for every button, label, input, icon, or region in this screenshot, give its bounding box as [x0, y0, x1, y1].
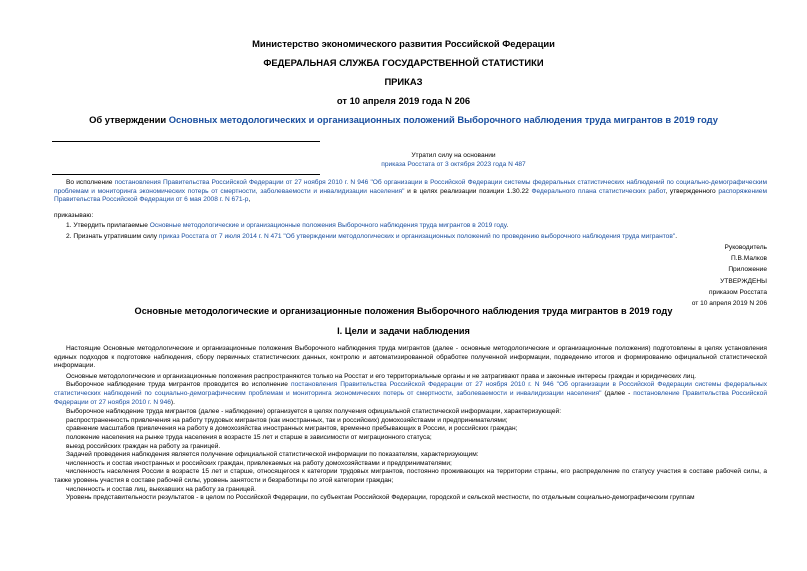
preamble-link-federal-plan[interactable]: Федерального плана статистических работ — [531, 187, 666, 195]
order-title-prefix: Об утверждении — [89, 114, 169, 125]
body-paragraph-3-text-1: Выборочное наблюдение труда мигрантов проводится во исполнение — [66, 381, 291, 389]
service-heading: ФЕДЕРАЛЬНАЯ СЛУЖБА ГОСУДАРСТВЕННОЙ СТАТИСТИКИ — [263, 57, 544, 68]
item-2-suffix: . — [675, 233, 678, 240]
status-note-text: Утратил силу на основании — [411, 152, 496, 159]
section-title: I. Цели и задачи наблюдения — [337, 326, 470, 336]
order-title-link[interactable]: Основных методологических и организационных положений Выборочного наблюдения труда мигрантов в 2019 году — [168, 114, 718, 125]
item-2-prefix: 2. Признать утратившим силу — [66, 233, 159, 240]
body-paragraph-3-link-1[interactable]: постановления Правительства Российской Федерации от 27 ноября 2010 г. N 946 "Об организации в Российской Федерации системы федеральных статистических наблюдений по социально-демографическим проблемам и мониторинга экономических потерь от смертности, заболеваемости и инвалидизации населения" — [54, 381, 767, 397]
body-paragraph-3-text-3: ). — [170, 398, 175, 406]
order-title — [0, 114, 807, 125]
body-paragraph-7: положение населения на рынке труда населения в возрасте 15 лет и старше в зависимости от миграционного статуса; — [66, 433, 432, 441]
body-text — [54, 345, 767, 503]
item-2-link[interactable]: приказ Росстата от 7 июля 2014 г. N 471 "Об утверждении методологических и организационных положений по проведению выборочного наблюдения труда мигрантов" — [158, 233, 676, 240]
status-note — [200, 152, 707, 169]
item-1-link[interactable]: Основные методологические и организационные положения Выборочного наблюдения труда мигрантов в 2019 году — [149, 222, 507, 229]
date-number-heading: от 10 апреля 2019 года N 206 — [336, 95, 471, 106]
preamble-paragraph — [54, 179, 767, 205]
body-paragraph-3 — [54, 381, 767, 407]
status-note-link[interactable]: приказа Росстата от 3 октября 2023 года N 487 — [381, 160, 526, 168]
doc-type-heading: ПРИКАЗ — [384, 76, 423, 87]
body-paragraph-11: численность населения России в возрасте 15 лет и старше, относящегося к категории трудовых мигрантов, постоянно проживающих на территории страны, его распределение по статусу участия в составе рабочей силы, а также уровень участия в составе рабочей силы, уровень занятости и безработицы по этой категории граждан; — [54, 468, 767, 484]
item-2 — [66, 233, 767, 242]
signature-role: Руководитель — [724, 244, 767, 251]
preamble-text-4: , — [248, 196, 251, 204]
preamble-text-2: и в целях реализации позиции 1.30.22 — [404, 187, 532, 195]
divider-top — [52, 141, 320, 142]
preamble-link-decree[interactable]: распоряжением Правительства Российской Федерации от 6 мая 2008 г. N 671-р — [54, 187, 767, 204]
body-paragraph-8: выезд российских граждан на работу за границей. — [66, 442, 221, 450]
signature-name: П.В.Малков — [730, 255, 767, 263]
document-title: Основные методологические и организационные положения Выборочного наблюдения труда мигрантов в 2019 году — [134, 306, 673, 316]
preamble-text-1: Во исполнение — [66, 179, 115, 186]
body-paragraph-3-text-2: (далее - — [601, 389, 634, 397]
body-paragraph-13: Уровень представительности результатов - в целом по Российской Федерации, по субъектам Российской Федерации, городской и сельской местности, по отдельным социально-демографическим группам — [66, 494, 695, 502]
body-paragraph-3-link-2[interactable]: постановление Правительства Российской Федерации от 27 ноября 2010 г. N 946 — [54, 389, 767, 406]
preamble-text-3: , утвержденного — [665, 187, 719, 195]
body-paragraph-10: численность и состав иностранных и российских граждан, привлекаемых на работу домохозяйствами и предпринимателями; — [66, 459, 452, 467]
body-paragraph-1: Настоящие Основные методологические и организационные положения Выборочного наблюдения труда мигрантов (далее - основные методологические и организационные положения) подготовлены в целях установления единых подходов к подготовке наблюдения, сбору первичных статистических данных, контролю и автоматизированной обработке полученной информации, подведению итогов и формированию официальной статистической информации. — [54, 345, 767, 370]
annex-label: Приложение — [728, 266, 767, 274]
divider-bottom — [52, 174, 320, 175]
item-1 — [66, 222, 767, 231]
body-paragraph-4: Выборочное наблюдение труда мигрантов (далее - наблюдение) организуется в целях получения официальной статистической информации, характеризующей: — [66, 408, 562, 416]
approved-date: от 10 апреля 2019 N 206 — [691, 300, 767, 308]
item-1-prefix: 1. Утвердить прилагаемые — [66, 222, 150, 229]
approved-label: УТВЕРЖДЕНЫ — [720, 277, 767, 285]
body-paragraph-9: Задачей проведения наблюдения является получение официальной статистической информации по показателям, характеризующим: — [66, 451, 479, 459]
body-paragraph-12: численность и состав лиц, выехавших на работу за границей. — [66, 485, 256, 493]
body-paragraph-6: сравнение масштабов привлечения на работу в домохозяйства иностранных мигрантов, временно пребывающих в России, и российских граждан; — [66, 425, 518, 433]
ordering-word: приказываю: — [54, 212, 94, 219]
item-1-suffix: . — [506, 222, 509, 229]
body-paragraph-5: распространенность привлечения на работу трудовых мигрантов (как иностранных, так и российских) домохозяйствами и предпринимателями; — [66, 416, 508, 424]
body-paragraph-2: Основные методологические и организационные положения распространяются только на Росстат и его территориальные органы и не затрагивают права и законные интересы граждан и юридических лиц. — [66, 372, 697, 380]
preamble-link-resolution[interactable]: постановления Правительства Российской Федерации от 27 ноября 2010 г. N 946 "Об организации в Российской Федерации системы федеральных статистических наблюдений по социально-демографическим проблемам и мониторинга экономических потерь от смертности, заболеваемости и инвалидизации населения" — [54, 179, 767, 195]
signature-block — [567, 242, 767, 309]
approved-by-order: приказом Росстата — [709, 288, 767, 296]
ministry-heading: Министерство экономического развития Российской Федерации — [252, 38, 555, 49]
